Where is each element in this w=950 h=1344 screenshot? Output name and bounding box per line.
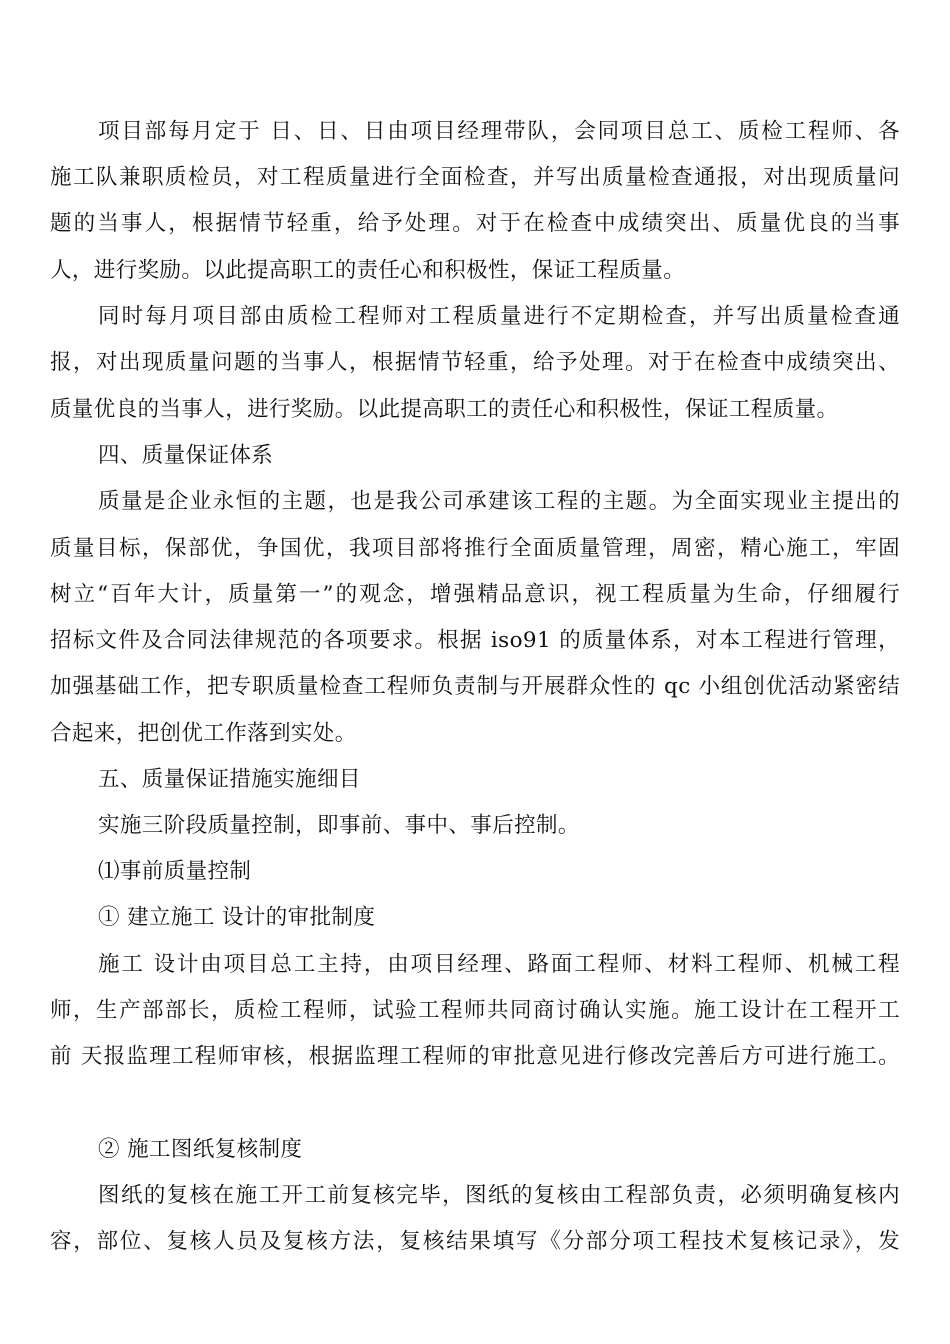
paragraph-5-line-2: 师，生产部部长，质检工程师，试验工程师共同商讨确认实施。施工设计在工程开工 xyxy=(50,998,900,1023)
paragraph-1-line-1: 项目部每月定于 日、日、日由项目经理带队，会同项目总工、质检工程师、各 xyxy=(98,119,900,144)
paragraph-3-line-6: 合起来，把创优工作落到实处。 xyxy=(50,721,357,746)
paragraph-1-line-2: 施工队兼职质检员，对工程质量进行全面检查，并写出质量检查通报，对出现质量问 xyxy=(50,165,900,190)
item-1-heading: ① 建立施工 设计的审批制度 xyxy=(98,905,376,930)
paragraph-1-line-3: 题的当事人，根据情节轻重，给予处理。对于在检查中成绩突出、质量优良的当事 xyxy=(50,211,900,236)
paragraph-2-line-2: 报，对出现质量问题的当事人，根据情节轻重，给予处理。对于在检查中成绩突出、 xyxy=(50,350,900,375)
paragraph-2-line-1: 同时每月项目部由质检工程师对工程质量进行不定期检查，并写出质量检查通 xyxy=(98,304,900,329)
paragraph-3-line-2: 质量目标，保部优，争国优，我项目部将推行全面质量管理，周密，精心施工，牢固 xyxy=(50,536,900,561)
paragraph-4-line-1: 实施三阶段质量控制，即事前、事中、事后控制。 xyxy=(98,813,580,838)
item-2-heading: ② 施工图纸复核制度 xyxy=(98,1137,303,1162)
paragraph-1-line-4: 人，进行奖励。以此提高职工的责任心和积极性，保证工程质量。 xyxy=(50,258,686,283)
paragraph-3-line-5: 加强基础工作，把专职质量检查工程师负责制与开展群众性的 qc 小组创优活动紧密结 xyxy=(50,674,900,699)
paragraph-6-line-2: 容，部位、复核人员及复核方法，复核结果填写《分部分项工程技术复核记录》，发 xyxy=(50,1229,900,1254)
section-heading-5: 五、质量保证措施实施细目 xyxy=(98,767,361,792)
subheading-pre-control: ⑴事前质量控制 xyxy=(98,859,252,884)
paragraph-3-line-1: 质量是企业永恒的主题，也是我公司承建该工程的主题。为全面实现业主提出的 xyxy=(98,489,900,514)
section-heading-4: 四、质量保证体系 xyxy=(98,443,274,468)
paragraph-5-line-1: 施工 设计由项目总工主持，由项目经理、路面工程师、材料工程师、机械工程 xyxy=(98,952,900,977)
paragraph-3-line-4: 招标文件及合同法律规范的各项要求。根据 iso91 的质量体系，对本工程进行管理， xyxy=(50,628,900,653)
paragraph-3-line-3: 树立“百年大计，质量第一”的观念，增强精品意识，视工程质量为生命，仔细履行 xyxy=(50,582,900,607)
paragraph-2-line-3: 质量优良的当事人，进行奖励。以此提高职工的责任心和积极性，保证工程质量。 xyxy=(50,397,839,422)
paragraph-6-line-1: 图纸的复核在施工开工前复核完毕，图纸的复核由工程部负责，必须明确复核内 xyxy=(98,1183,900,1208)
paragraph-5-line-3: 前 天报监理工程师审核，根据监理工程师的审批意见进行修改完善后方可进行施工。 xyxy=(50,1044,900,1069)
